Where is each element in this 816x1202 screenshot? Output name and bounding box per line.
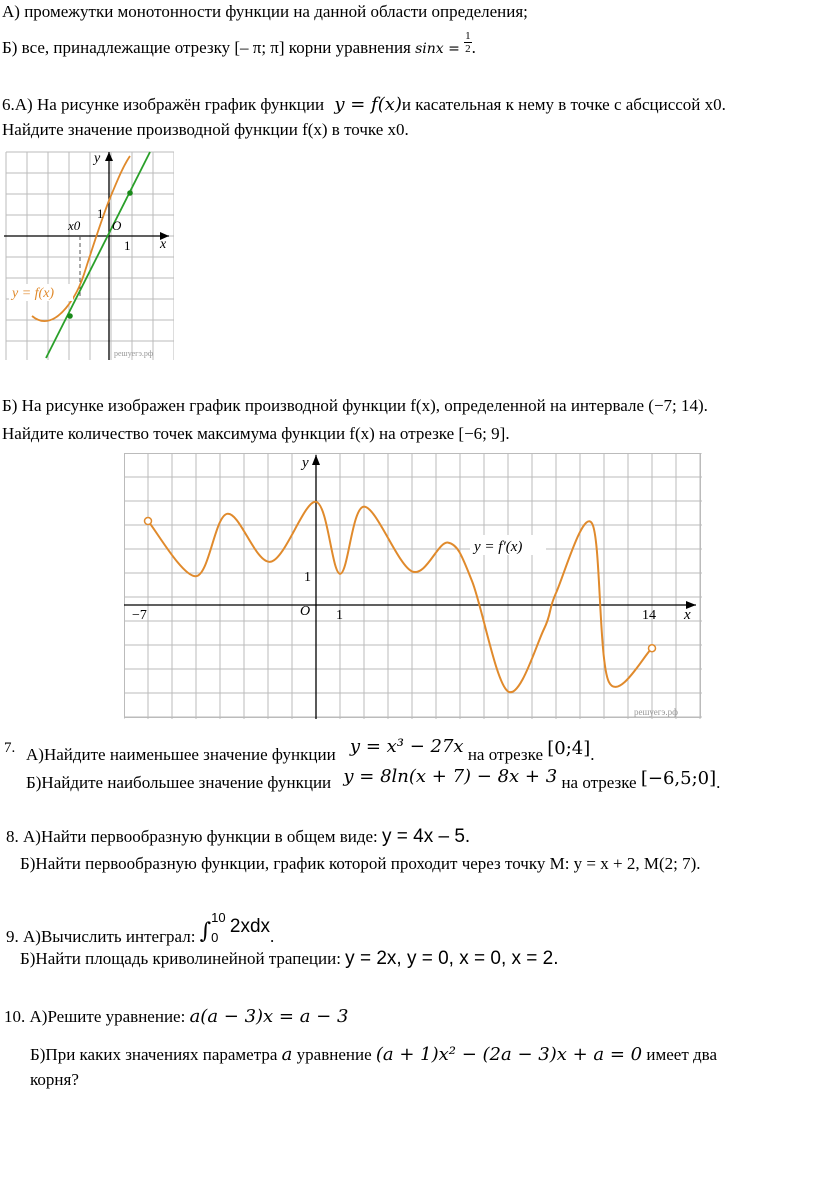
task7-b-interval: [−6,5;0] — [640, 768, 717, 789]
task10-b-suffix: имеет два — [646, 1045, 717, 1064]
task10-b-eq: (a + 1)x² − (2a − 3)x + a = 0 — [375, 1044, 643, 1065]
integral-sign: ∫ — [199, 918, 212, 944]
graph1-y-arrow — [105, 152, 113, 161]
task10-b-mid: уравнение — [296, 1045, 372, 1064]
task7-b — [26, 766, 721, 793]
task9-a-end: . — [270, 926, 275, 946]
task9-b — [20, 948, 559, 970]
task8-b: Б)Найти первообразную функции, график которой проходит через точку М: у = х + 2, М(2; 7). — [20, 854, 701, 873]
task7-b-func: y = 8ln(x + 7) − 8x + 3 — [343, 766, 558, 787]
graph1-origin: O — [112, 218, 122, 233]
task10-b-prefix: Б)При каких значениях параметра — [30, 1045, 278, 1064]
task7-a-func: y = x³ − 27x — [349, 736, 464, 757]
graph2-one-y: 1 — [304, 570, 311, 585]
graph2-y-label: y — [302, 455, 309, 471]
graph2-watermark: решуегэ.рф — [634, 707, 678, 717]
task9-b-prefix: Б)Найти площадь криволинейной трапеции: — [20, 949, 341, 968]
line-b-end: . — [471, 38, 476, 57]
task10-b — [30, 1044, 717, 1065]
task7-a-end: . — [590, 745, 595, 764]
line-b-text: Б) все, принадлежащие отрезку [– π; π] корни уравнения — [2, 38, 411, 57]
task6-b-line1: Б) На рисунке изображен график производной функции f(x), определенной на интервале (−7; 14). — [2, 396, 708, 415]
task10-a-eq: a(a − 3)x = a − 3 — [189, 1006, 349, 1027]
task6-a-func: y = f(x) — [334, 94, 402, 115]
graph1-one-x: 1 — [124, 238, 131, 253]
graph2-origin: O — [300, 604, 311, 619]
derivative-graph — [124, 453, 702, 719]
graph2-func-label: y = f′(x) — [474, 539, 523, 555]
line-b — [2, 29, 476, 58]
graph1-one-y: 1 — [97, 206, 104, 221]
task10-a-prefix: 10. А)Решите уравнение: — [4, 1007, 186, 1026]
task6-a-prefix: 6.А) На рисунке изображён график функции — [2, 95, 325, 114]
task7-b-mid: на отрезке — [561, 773, 637, 792]
graph2-open-start — [145, 518, 152, 525]
integral-limits — [211, 908, 225, 948]
graph1-func-label: y = f(x) — [12, 286, 55, 301]
task10-a — [4, 1006, 348, 1027]
task9-a-prefix: 9. А)Вычислить интеграл: — [6, 926, 196, 946]
task6-a-line2: Найдите значение производной функции f(x) в точке x0. — [2, 120, 409, 139]
graph1-y-label: y — [94, 151, 101, 166]
task8-a-func: y = 4x – 5. — [382, 826, 471, 847]
frac-den: 2 — [465, 42, 471, 55]
task7-a-prefix: А)Найдите наименьшее значение функции — [26, 745, 336, 764]
task6-a-suffix: и касательная к нему в точке с абсциссой x0. — [401, 95, 726, 114]
task9-b-eqs: у = 2х, у = 0, х = 0, х = 2. — [345, 948, 559, 969]
graph1-x0-label: x0 — [68, 218, 81, 233]
task7-a-mid: на отрезке — [467, 745, 543, 764]
task6-b-line2: Найдите количество точек максимума функции f(x) на отрезке [−6; 9]. — [2, 424, 510, 443]
graph2-x-label: x — [684, 607, 691, 623]
task10-b-param: a — [281, 1044, 293, 1065]
task10-b-line2: корня? — [30, 1070, 79, 1089]
task7-a-interval: [0;4] — [547, 738, 591, 759]
line-b-fraction — [464, 30, 472, 55]
line-b-equation: sinx = — [415, 41, 460, 57]
task8-a-prefix: 8. А)Найти первообразную функции в общем виде: — [6, 827, 378, 846]
graph1-tangent-point-1 — [67, 313, 73, 319]
integral-lower: 0 — [211, 930, 219, 945]
task7-number: 7. — [4, 740, 16, 756]
task8-a — [6, 826, 470, 848]
graph1-watermark: решуегэ.рф — [114, 349, 154, 358]
graph1-x-label: x — [160, 237, 167, 252]
integral-body: 2xdx — [229, 915, 271, 937]
graph2-fourteen: 14 — [642, 608, 656, 623]
graph2-one-x: 1 — [336, 608, 343, 623]
frac-num: 1 — [465, 29, 471, 42]
graph2-open-end — [649, 645, 656, 652]
graph2-minus7: −7 — [132, 608, 147, 623]
task7-a — [26, 736, 595, 765]
line-a: А) промежутки монотонности функции на данной области определения; — [2, 2, 528, 21]
graph1-tangent-line — [46, 152, 150, 358]
task7-b-end: . — [716, 773, 721, 792]
integral-upper: 10 — [211, 910, 226, 925]
graph1-tangent-point-2 — [127, 190, 133, 196]
task6-a-line1 — [2, 94, 726, 115]
task7-b-prefix: Б)Найдите наибольшее значение функции — [26, 773, 332, 792]
tangent-graph — [4, 148, 174, 360]
